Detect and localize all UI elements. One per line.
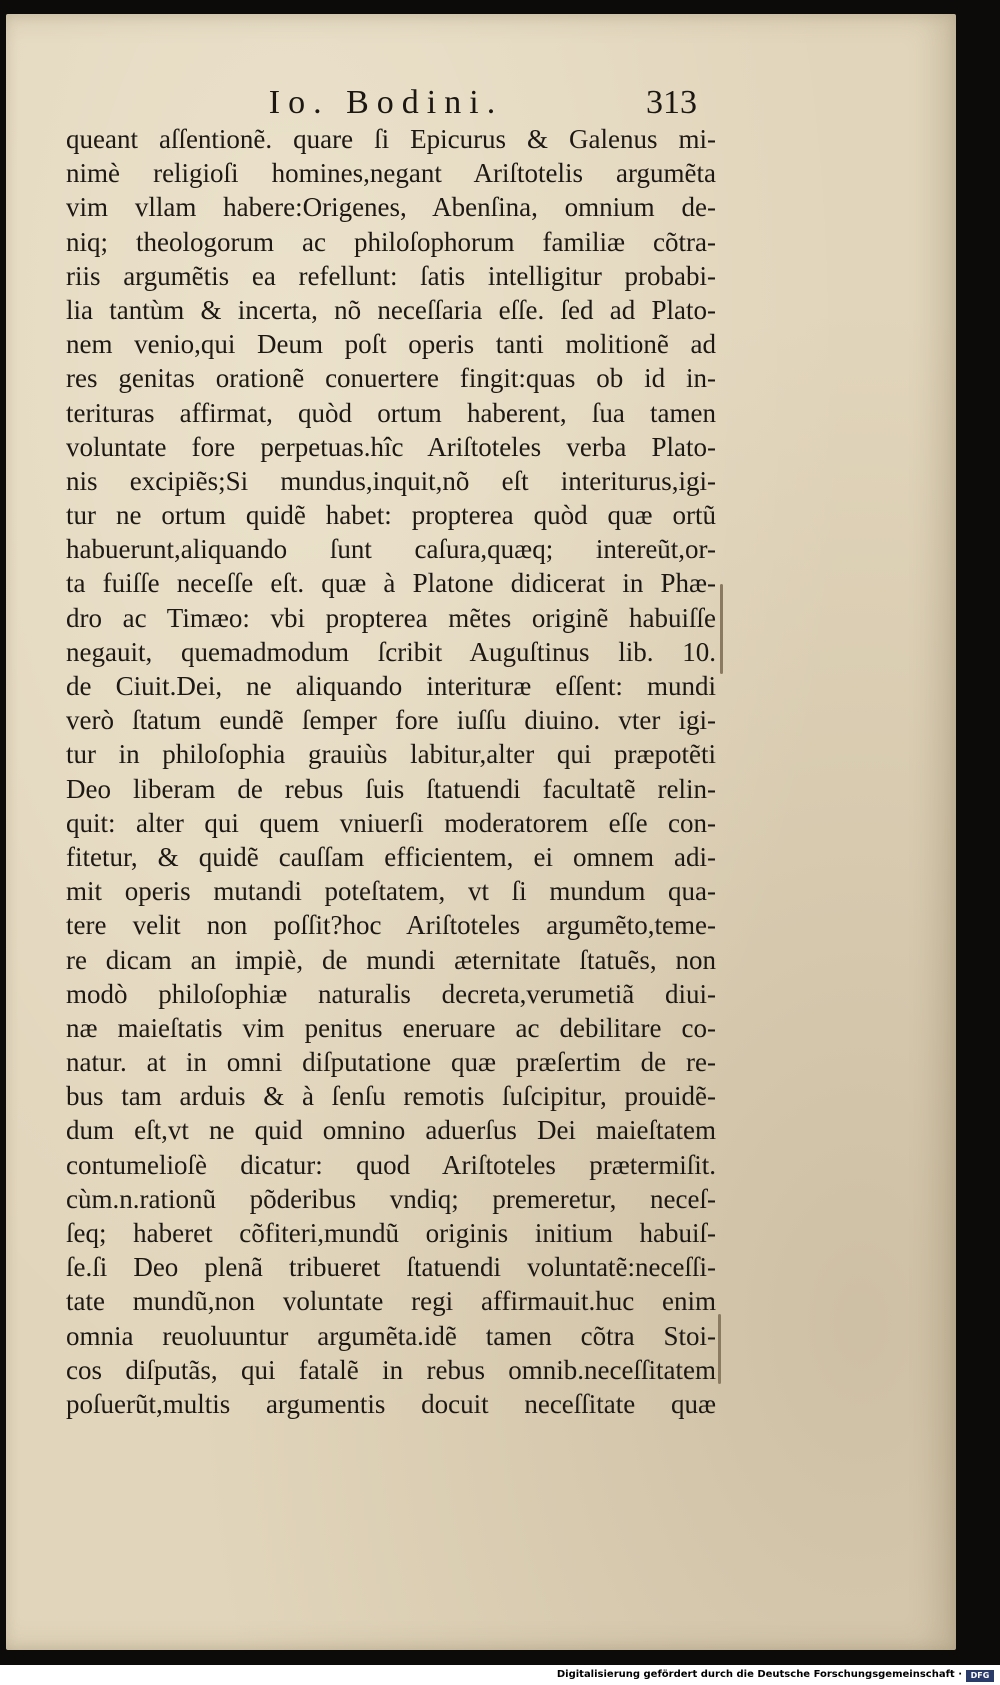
text-line: niq; theologorum ac philoſophorum familiæ cõtra- (66, 226, 716, 257)
text-line: cùm.n.rationũ põderibus vndiq; premeretur, neceſ- (66, 1183, 716, 1214)
text-line: ſe.ſi Deo plenã tribueret ſtatuendi voluntatẽ:neceſſi- (66, 1252, 716, 1283)
footer-credit: Digitalisierung gefördert durch die Deutsche Forschungsgemeinschaft · (556, 1669, 962, 1680)
body-text (66, 122, 716, 1421)
text-line: queant aſſentionẽ. quare ſi Epicurus & Galenus mi- (66, 124, 716, 154)
text-line: negauit, quemadmodum ſcribit Auguſtinus lib. 10. (66, 636, 716, 667)
text-line: næ maieſtatis vim penitus eneruare ac debilitare co- (66, 1012, 716, 1043)
text-line: voluntate fore perpetuas.hîc Ariſtoteles verba Plato- (66, 431, 716, 462)
text-line: verò ſtatum eundẽ ſemper fore iuſſu diuino. vter igi- (66, 705, 716, 736)
text-line: ta fuiſſe neceſſe eſt. quæ à Platone didicerat in Phæ- (66, 568, 716, 599)
text-line: terituras affirmat, quòd ortum haberent, ſua tamen (66, 397, 716, 428)
text-line: nimè religioſi homines,negant Ariſtotelis argumẽta (66, 158, 716, 189)
text-line: vim vllam habere:Origenes, Abenſina, omnium de- (66, 192, 716, 223)
text-line: re dicam an impiè, de mundi æternitate ſtatuẽs, non (66, 944, 716, 975)
text-line: bus tam arduis & à ſenſu remotis ſuſcipitur, prouidẽ- (66, 1081, 716, 1112)
margin-ink-mark (718, 1314, 721, 1384)
text-line: quit: alter qui quem vniuerſi moderatorem eſſe con- (66, 807, 716, 838)
text-line: nis excipiẽs;Si mundus,inquit,nõ eſt interiturus,igi- (66, 465, 716, 496)
text-line: contumelioſè dicatur: quod Ariſtoteles prætermiſit. (66, 1149, 716, 1180)
text-line: de Ciuit.Dei, ne aliquando interituræ eſſent: mundi (66, 671, 716, 701)
dfg-logo: DFG (966, 1670, 994, 1682)
text-line: tur ne ortum quidẽ habet: propterea quòd quæ ortũ (66, 500, 716, 531)
text-line: dro ac Timæo: vbi propterea mẽtes originẽ habuiſſe (66, 602, 716, 633)
text-line: dum eſt,vt ne quid omnino aduerſus Dei maieſtatem (66, 1115, 716, 1146)
text-line: nem venio,qui Deum poſt operis tanti molitionẽ ad (66, 329, 716, 360)
text-line: omnia reuoluuntur argumẽta.idẽ tamen cõtra Stoi- (66, 1320, 716, 1351)
text-line: riis argumẽtis ea refellunt: ſatis intelligitur probabi- (66, 260, 716, 291)
text-line: Deo liberam de rebus ſuis ſtatuendi facultatẽ relin- (66, 773, 716, 804)
text-line: natur. at in omni diſputatione quæ præſertim de re- (66, 1047, 716, 1078)
book-page (6, 14, 956, 1650)
page-number: 313 (646, 84, 697, 121)
text-line: cos diſputãs, qui fatalẽ in rebus omnib.neceſſitatem (66, 1354, 716, 1385)
text-line: modò philoſophiæ naturalis decreta,verumetiã diui- (66, 978, 716, 1009)
text-line: habuerunt,aliquando ſunt caſura,quæq; intereũt,or- (66, 534, 716, 565)
digitization-footer (0, 1668, 1000, 1685)
text-line: mit operis mutandi poteſtatem, vt ſi mundum qua- (66, 876, 716, 907)
text-line: ſeq; haberet cõfiteri,mundũ originis initium habuiſ- (66, 1218, 716, 1248)
text-line: res genitas orationẽ conuertere fingit:quas ob id in- (66, 363, 716, 394)
text-line: lia tantùm & incerta, nõ neceſſaria eſſe. ſed ad Plato- (66, 294, 716, 325)
margin-ink-mark (720, 584, 723, 674)
text-line: poſuerũt,multis argumentis docuit neceſſitate quæ (66, 1388, 716, 1419)
text-line: tur in philoſophia grauiùs labitur,alter qui præpotẽti (66, 739, 716, 770)
running-head: Io. Bodini. (268, 84, 504, 121)
page-header (6, 84, 956, 126)
text-line: tate mundũ,non voluntate regi affirmauit.huc enim (66, 1286, 716, 1317)
text-line: tere velit non poſſit?hoc Ariſtoteles argumẽto,teme- (66, 910, 716, 941)
text-line: fitetur, & quidẽ cauſſam efficientem, ei omnem adi- (66, 841, 716, 872)
